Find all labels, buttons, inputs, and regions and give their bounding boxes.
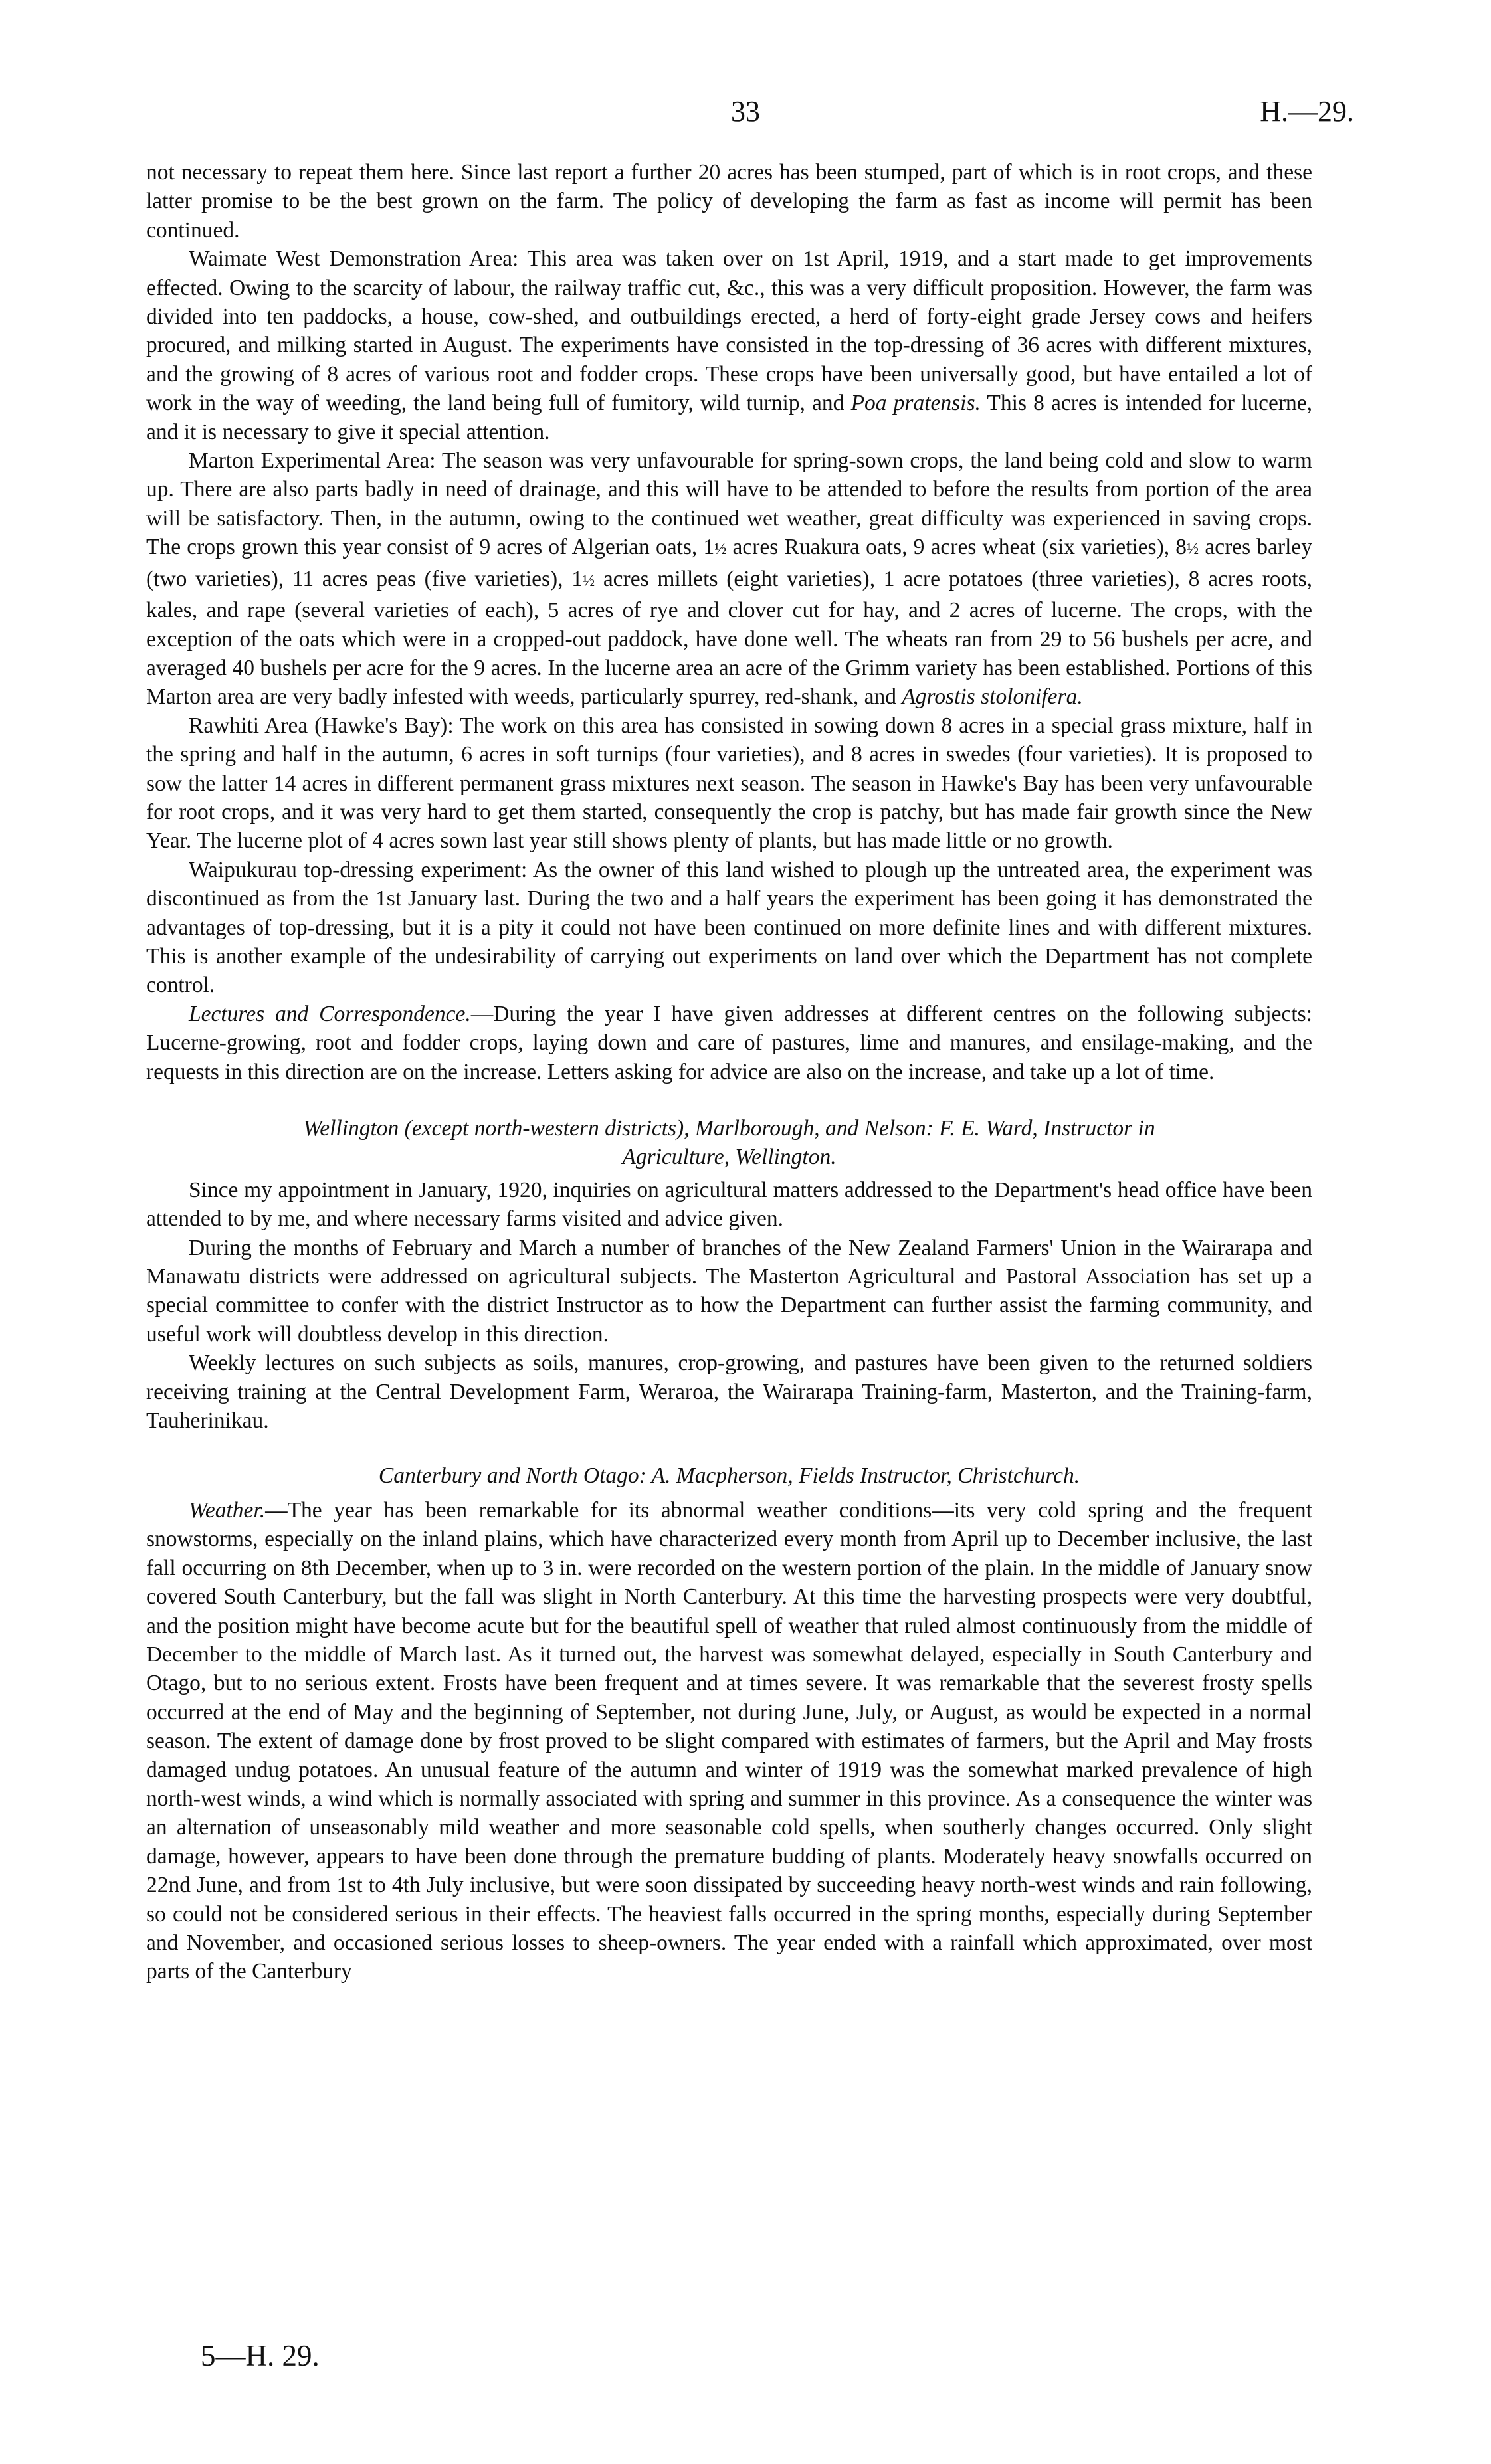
section-heading-canterbury: Canterbury and North Otago: A. Macpherson, Fields Instructor, Christchurch. (378, 1464, 1080, 1489)
species-name: Poa pratensis. (850, 391, 981, 416)
marton-text-3: acres barley (two varieties), 11 acres peas (five varieties), 1 (146, 535, 1313, 591)
paragraph-lectures (146, 1000, 1312, 1086)
paragraph-weather (146, 1496, 1312, 1986)
paragraph-rawhiti: Rawhiti Area (Hawke's Bay): The work on this area has consisted in sowing down 8 acres in a special grass mixture, half in the spring and half in the autumn, 6 acres in soft turnips (four varieties), and 8 acres in swedes (four varieties). It is proposed to sow the latter 14 acres in different permanent grass mixtures next season. The season in Hawke's Bay has been very unfavourable for root crops, and it was very hard to get them started, consequently the crop is patchy, but has made fair growth since the New Year. The lucerne plot of 4 acres sown last year still shows plenty of plants, but has made little or no growth. (146, 713, 1312, 854)
paragraph-waipukurau: Waipukurau top-dressing experiment: As the owner of this land wished to plough up the untreated area, the experiment was discontinued as from the 1st January last. During the two and a half years the experiment has been going it has demonstrated the advantages of top-dressing, but it is a pity it could not have been continued on more definite lines and with different mixtures. This is another example of the undesirability of carrying out experiments on land over which the Department has not complete control. (146, 857, 1312, 998)
paragraph-waimate-west (146, 244, 1312, 446)
document-reference: H.—29. (1260, 95, 1354, 128)
heading-line: Agriculture, Wellington. (622, 1145, 837, 1170)
species-name: Agrostis stolonifera. (902, 684, 1083, 710)
page-number: 33 (731, 95, 760, 128)
paragraph-appointment: Since my appointment in January, 1920, inquiries on agricultural matters addressed to the Department's head office have been attended to by me, and where necessary farms visited and advice given. (146, 1177, 1312, 1232)
body-text (146, 158, 1312, 1986)
weather-text: —The year has been remarkable for its abnormal weather conditions—its very cold spring and the frequent snowstorms, especially on the inland plains, which have characterized every month from April up to December inclusive, the last fall occurring on 8th December, when up to 3 in. were recorded on the western portion of the plain. In the middle of January snow covered South Canterbury, but the fall was slight in North Canterbury. At this time the harvesting prospects were very doubtful, and the position might have become acute but for the beautiful spell of weather that ruled almost continuously from the middle of December to the middle of March last. As it turned out, the harvest was somewhat delayed, especially in South Canterbury and Otago, but to no serious extent. Frosts have been frequent and at times severe. It was remarkable that the severest frosty spells occurred at the end of May and the beginning of September, not during June, July, or August, as would be expected in a normal season. The extent of damage done by frost proved to be slight compared with estimates of farmers, but the April and May frosts damaged undug potatoes. An unusual feature of the autumn and winter of 1919 was the somewhat marked prevalence of high north-west winds, a wind which is normally associated with spring and summer in this province. As a consequence the winter was an alternation of unseasonably mild weather and more seasonable cold spells, when southerly changes occurred. Only slight damage, however, appears to have been done through the premature budding of plants. Moderately heavy snowfalls occurred on 22nd June, and from 1st to 4th July inclusive, but were soon dissipated by succeeding heavy north-west winds and rain following, so could not be considered serious in their effects. The heaviest falls occurred in the spring months, especially during September and November, and occasioned serious losses to sheep-owners. The year ended with a rainfall which approximated, over most parts of the Canterbury (146, 1497, 1312, 1984)
heading-line: Wellington (except north-western districts), Marlborough, and Nelson: F. E. Ward, Instructor in (303, 1116, 1155, 1141)
marton-text-1: Marton Experimental Area: The season was very unfavourable for spring-sown crops, the land being cold and slow to warm up. There are also parts badly in need of drainage, and this will have to be attended to before the results from portion of the area will be satisfactory. Then, in the autumn, owing to the continued wet weather, great difficulty was experienced in saving crops. The crops grown this year consist of 9 acres of Algerian oats, 1 (146, 448, 1312, 560)
lectures-text: —During the year I have given addresses at different centres on the following subjects: Lucerne-growing, root and fodder crops, laying down and care of pastures, lime and manures, and ensilage-making, and the requests in this direction are on the increase. Letters asking for advice are also on the increase, and take up a lot of time. (146, 1001, 1312, 1084)
section-heading-wellington (146, 1114, 1312, 1172)
paragraph-lead: Weather. (189, 1497, 266, 1523)
paragraph-weekly-lectures: Weekly lectures on such subjects as soils, manures, crop-growing, and pastures have been given to the returned soldiers receiving training at the Central Development Farm, Weraroa, the Wairarapa Training-farm, Masterton, and the Training-farm, Tauherinikau. (146, 1351, 1312, 1434)
signature-mark: 5—H. 29. (201, 2339, 320, 2372)
paragraph-continuation: not necessary to repeat them here. Since last report a further 20 acres has been stumped, part of which is in root crops, and these latter promise to be the best grown on the farm. The policy of developing the farm as fast as income will permit has been continued. (146, 160, 1312, 242)
paragraph-lead: Lectures and Correspondence. (189, 1001, 471, 1026)
fraction: ½ (1187, 541, 1199, 559)
waimate-text-b: This 8 acres is intended for lucerne, and it is necessary to give it special attention. (146, 391, 1313, 444)
fraction: ½ (583, 572, 595, 590)
marton-text-2: acres Ruakura oats, 9 acres wheat (six varieties), 8 (732, 535, 1187, 560)
fraction: ½ (714, 541, 727, 559)
paragraph-marton (146, 446, 1312, 711)
marton-text-4: acres millets (eight varieties), 1 acre potatoes (three varieties), 8 acres roots, kales, and rape (several varieties of each), 5 acres of rye and clover cut for hay, and 2 acres of lucerne. The crops, with the exception of the oats which were in a cropped-out paddock, have done well. The wheats ran from 29 to 56 bushels per acre, and averaged 40 bushels per acre for the 9 acres. In the lucerne area an acre of the Grimm variety has been established. Portions of this Marton area are very badly infested with weeds, particularly spurrey, red-shank, and (146, 566, 1313, 710)
paragraph-branches: During the months of February and March a number of branches of the New Zealand Farmers' Union in the Wairarapa and Manawatu districts were addressed on agricultural subjects. The Masterton Agricultural and Pastoral Association has set up a special committee to confer with the district Instructor as to how the Department can further assist the farming community, and useful work will doubtless develop in this direction. (146, 1235, 1312, 1347)
waimate-text-a: Waimate West Demonstration Area: This area was taken over on 1st April, 1919, and a start made to get improvements effected. Owing to the scarcity of labour, the railway traffic cut, &c., this was a very difficult proposition. However, the farm was divided into ten paddocks, a house, cow-shed, and outbuildings erected, a herd of forty-eight grade Jersey cows and heifers procured, and milking started in August. The experiments have consisted in the top-dressing of 36 acres with different mixtures, and the growing of 8 acres of various root and fodder crops. These crops have been universally good, but have entailed a lot of work in the way of weeding, the land being full of fumitory, wild turnip, and (146, 246, 1312, 416)
